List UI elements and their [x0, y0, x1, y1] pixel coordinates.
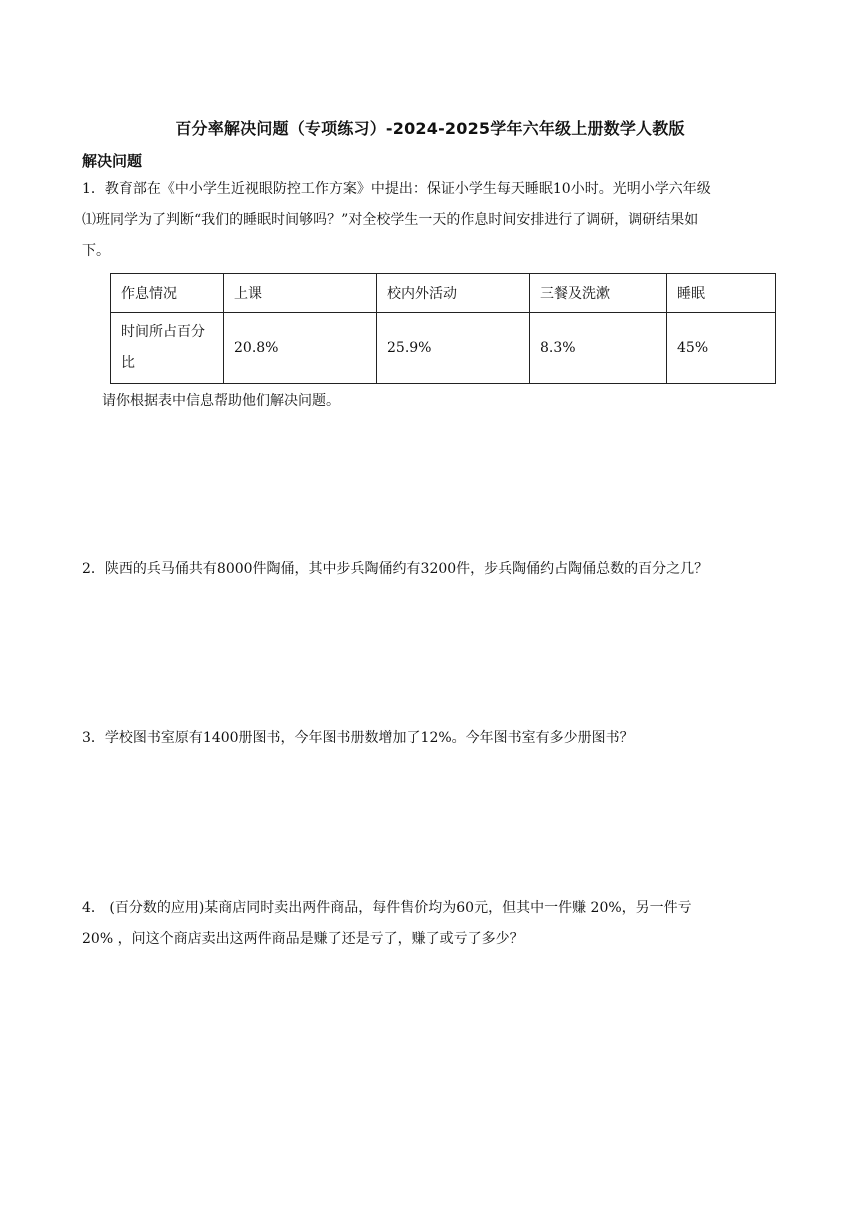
question-1	[82, 174, 802, 267]
table-header-cell: 校内外活动	[377, 274, 530, 313]
table-cell: 20.8%	[224, 313, 377, 384]
question-1-line-3: 下。	[82, 243, 110, 259]
question-1-line-2: ⑴班同学为了判断“我们的睡眠时间够吗？”对全校学生一天的作息时间安排进行了调研，调研结果如	[82, 212, 699, 228]
question-1-line-1: 1．教育部在《中小学生近视眼防控工作方案》中提出：保证小学生每天睡眠10小时。光明小学六年级	[82, 181, 711, 197]
table-cell: 25.9%	[377, 313, 530, 384]
question-4-line-1: 4． (百分数的应用)某商店同时卖出两件商品，每件售价均为60元，但其中一件赚 20%，另一件亏	[82, 900, 692, 916]
table-row-label	[111, 313, 224, 384]
question-2-line-1: 2．陕西的兵马俑共有8000件陶俑，其中步兵陶俑约有3200件，步兵陶俑约占陶俑总数的百分之几？	[82, 561, 709, 577]
question-1-instruction	[82, 386, 802, 417]
table-header-cell: 三餐及洗漱	[530, 274, 667, 313]
question-3	[82, 723, 802, 754]
question-2	[82, 554, 802, 585]
table-header-row	[111, 274, 776, 313]
table-header-cell: 上课	[224, 274, 377, 313]
table-row	[111, 313, 776, 384]
table-row-label-line-1: 时间所占百分	[121, 324, 205, 340]
table-cell: 8.3%	[530, 313, 667, 384]
table-row-label-line-2: 比	[121, 355, 135, 371]
table-header-cell: 作息情况	[111, 274, 224, 313]
question-3-line-1: 3．学校图书室原有1400册图书，今年图书册数增加了12%。今年图书室有多少册图书？	[82, 730, 634, 746]
table-cell: 45%	[667, 313, 776, 384]
document-title: 百分率解决问题（专项练习）-2024-2025学年六年级上册数学人教版	[175, 119, 685, 138]
question-4-line-2: 20% ，问这个商店卖出这两件商品是赚了还是亏了，赚了或亏了多少？	[82, 931, 524, 947]
question-1-after-table: 请你根据表中信息帮助他们解决问题。	[102, 393, 340, 409]
schedule-table	[110, 273, 776, 384]
section-heading: 解决问题	[82, 152, 143, 170]
question-4	[82, 893, 802, 955]
table-header-cell: 睡眠	[667, 274, 776, 313]
